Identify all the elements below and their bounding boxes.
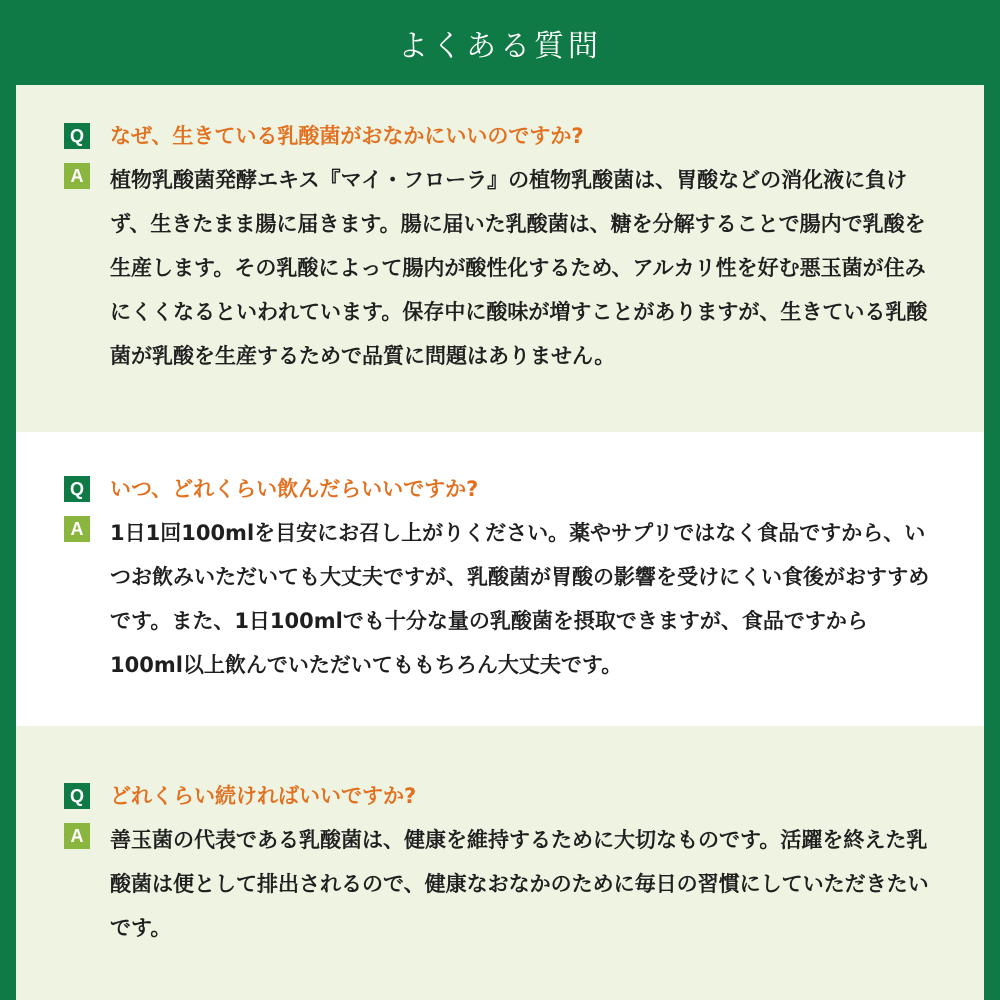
a-badge: A [64,516,90,542]
q-badge: Q [64,476,90,502]
question-text: なぜ、生きている乳酸菌がおなかにいいのですか? [110,124,584,148]
question-text: どれくらい続ければいいですか? [110,784,417,808]
a-badge: A [64,163,90,189]
answer-text: 1日1回100mlを目安にお召し上がりください。薬やサプリではなく食品ですから、いつお飲みいただいても大丈夫ですが、乳酸菌が胃酸の影響を受けにくい食後がおすすめです。また、1日100mlでも十分な量の乳酸菌を摂取できますが、食品ですから100ml以上飲んでいただいてももちろん大丈夫です。 [110,521,930,677]
header-bar [0,0,1000,85]
question-row [64,120,964,152]
question-text: いつ、どれくらい飲んだらいいですか? [110,477,479,501]
answer-text: 植物乳酸菌発酵エキス『マイ・フローラ』の植物乳酸菌は、胃酸などの消化液に負けず、生きたまま腸に届きます。腸に届いた乳酸菌は、糖を分解することで腸内で乳酸を生産します。その乳酸によって腸内が酸性化するため、アルカリ性を好む悪玉菌が住みにくくなるといわれています。保存中に酸味が増すことがありますが、生きている乳酸菌が乳酸を生産するためで品質に問題はありません。 [110,168,928,368]
q-badge: Q [64,123,90,149]
faq-item [16,432,984,726]
question-row [64,473,964,505]
question-row [64,780,964,812]
answer-text: 善玉菌の代表である乳酸菌は、健康を維持するために大切なものです。活躍を終えた乳酸菌は便として排出されるので、健康なおなかのために毎日の習慣にしていただきたいです。 [110,828,929,940]
answer-row [64,818,964,950]
page-title: よくある質問 [398,28,602,64]
answer-row [64,158,964,378]
answer-row [64,511,964,687]
q-badge: Q [64,783,90,809]
faq-item [16,85,984,432]
faq-item [16,726,984,1000]
a-badge: A [64,823,90,849]
